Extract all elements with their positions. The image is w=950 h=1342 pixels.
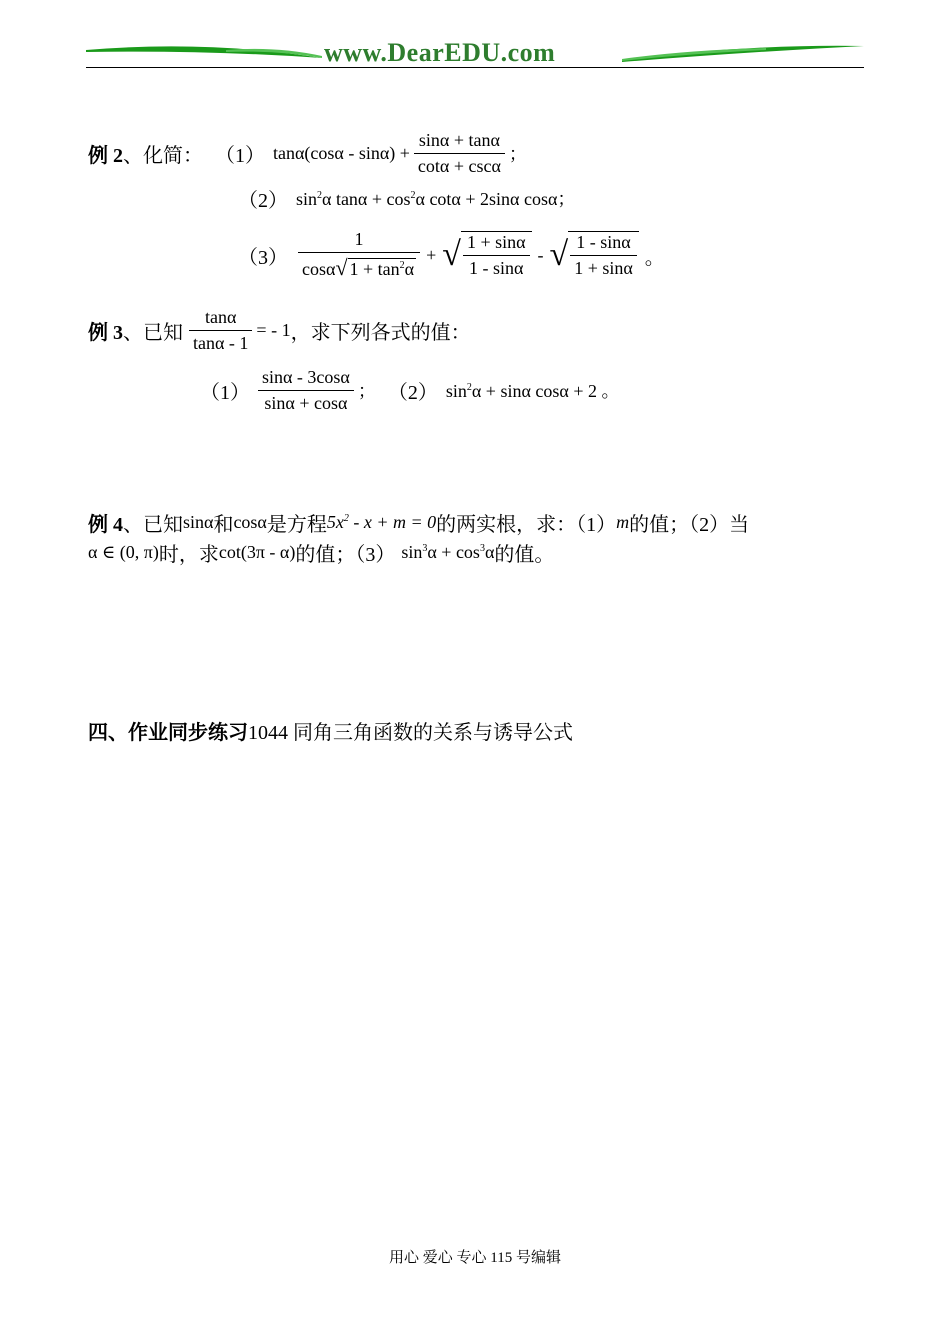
- example-2-label: 例 2: [88, 144, 123, 167]
- sqrt-symbol: √: [549, 236, 569, 273]
- part-1-lhs: tanα(cosα - sinα) +: [273, 142, 410, 163]
- part-2-number: （2）: [387, 381, 438, 404]
- example-3-line-2: [200, 364, 619, 416]
- part-2-expression: $\sin^2\alpha$ $\tan\alpha + \cos^2\alpha$ cotα + 2sinα cosα；: [296, 189, 576, 209]
- text: 的值。: [494, 543, 555, 566]
- fraction-denominator: tanα - 1: [193, 332, 249, 353]
- section-4-heading: [88, 716, 573, 745]
- equation: $5x^2 - x + m = 0$: [326, 511, 437, 532]
- example-3-intro: 、已知: [123, 321, 183, 344]
- example-3-rest: ，求下列各式的值：: [290, 321, 471, 344]
- text: 时，求: [158, 543, 219, 566]
- example-4-line-1: [88, 508, 749, 536]
- example-3-label: 例 3: [88, 321, 123, 344]
- fraction-denominator: sinα + cosα: [264, 392, 348, 413]
- fraction-denominator: cotα + cscα: [417, 155, 501, 176]
- section-4-rest: 1044 同角三角函数的关系与诱导公式: [248, 722, 573, 744]
- part-1-number: （1）: [215, 144, 265, 167]
- alpha-range: α ∈ (0, π): [88, 541, 159, 562]
- example-4-label: 例 4: [88, 513, 123, 536]
- example-2-line-3: [238, 226, 665, 284]
- fraction-denominator: 1 + sinα: [574, 258, 633, 278]
- example-2-line-2: [238, 184, 575, 212]
- fraction-numerator: 1 - sinα: [570, 232, 637, 256]
- part-2-expression: $\sin^2\alpha + \sin\alpha$ cosα + 2 。: [445, 381, 620, 401]
- fraction-denominator: cosα√ $1 + \tan^2\alpha$: [302, 255, 415, 280]
- text: 的值；（3）: [295, 543, 396, 566]
- sin-alpha: sinα: [183, 511, 214, 532]
- text: 、已知: [123, 513, 183, 536]
- site-logo: www.DearEDU.com: [324, 38, 556, 67]
- plus-sign: +: [426, 244, 437, 265]
- text: 的值；（2）当: [629, 513, 750, 536]
- text: 和: [213, 513, 234, 536]
- part-2-number: （2）: [238, 189, 288, 212]
- minus-sign: -: [537, 244, 544, 265]
- example-4-line-2: [88, 538, 554, 566]
- part-3-end: 。: [644, 246, 665, 269]
- part-3-fraction-3: [568, 231, 639, 279]
- cube-expression: $\sin^3\alpha + \cos^3\alpha$: [401, 541, 495, 562]
- variable-m: m: [616, 511, 630, 532]
- fraction-numerator: 1: [298, 229, 420, 253]
- cos-alpha: cosα: [233, 511, 267, 532]
- text: 的两实根，求：（1）: [436, 513, 617, 536]
- part-3-number: （3）: [238, 246, 288, 269]
- fraction-numerator: tanα: [189, 307, 252, 331]
- given-fraction: [189, 307, 252, 354]
- part-1-number: （1）: [200, 381, 250, 404]
- sqrt-symbol: √: [442, 236, 461, 273]
- page-footer: 用心 爱心 专心 115 号编辑: [389, 1250, 561, 1266]
- part-1-fraction: [258, 367, 354, 414]
- given-equals: = - 1: [256, 319, 291, 340]
- part-3-fraction-1: [298, 229, 420, 281]
- example-2-intro: 、化简：: [123, 144, 203, 167]
- part-1-fraction: [414, 130, 505, 177]
- header-rule: [86, 67, 864, 68]
- example-3-line-1: [88, 304, 471, 356]
- example-2-line-1: [88, 128, 527, 178]
- part-1-end: ；: [357, 381, 376, 401]
- part-3-fraction-2: [461, 231, 532, 279]
- fraction-denominator: 1 - sinα: [469, 258, 524, 278]
- fraction-numerator: 1 + sinα: [463, 232, 530, 256]
- fraction-numerator: sinα + tanα: [414, 130, 505, 154]
- fraction-numerator: sinα - 3cosα: [258, 367, 354, 391]
- cot-expression: cot(3π - α): [218, 541, 296, 562]
- section-4-title: 四、作业同步练习: [88, 722, 248, 744]
- text: 是方程: [266, 513, 327, 536]
- part-1-end: ；: [508, 144, 527, 164]
